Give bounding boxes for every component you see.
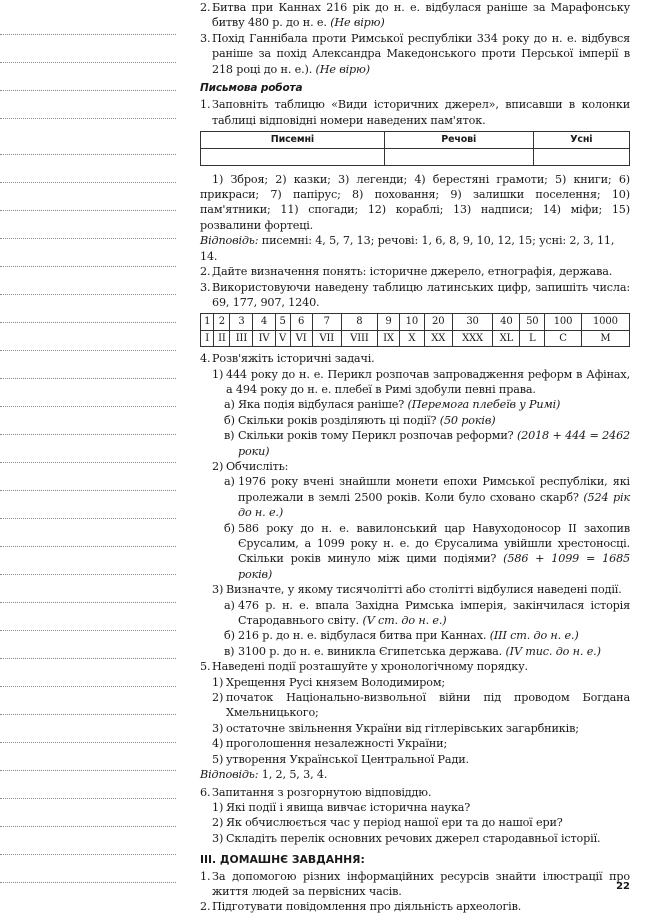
- arabic-cell: 5: [275, 314, 290, 330]
- section-heading-written-work: Письмова робота: [200, 82, 303, 95]
- question-item: [200, 815, 630, 830]
- problem-1: [200, 367, 630, 398]
- task-text: Дайте визначення понять: історичне джерело, етнографія, держава.: [212, 265, 613, 279]
- roman-cell: VI: [290, 330, 312, 346]
- sources-table: [200, 131, 630, 165]
- problem-text: Скільки років розділяють ці події?: [238, 413, 440, 427]
- answer: (50 років): [439, 413, 496, 427]
- homework-item: [200, 899, 630, 914]
- problem-2a: [200, 474, 630, 520]
- statement-text: Битва при Каннах 216 рік до н. е. відбулася раніше за Марафонську битву 480 р. до н. е.: [212, 1, 630, 30]
- note-line: [0, 714, 176, 715]
- item-number: 3.: [200, 280, 211, 294]
- problem-1c: [200, 428, 630, 459]
- arabic-cell: 1: [201, 314, 214, 330]
- section-heading-homework: III. ДОМАШНЄ ЗАВДАННЯ:: [200, 853, 365, 867]
- arabic-cell: 50: [520, 314, 545, 330]
- note-line: [0, 210, 176, 211]
- note-line: [0, 826, 176, 827]
- item-number: а): [224, 398, 235, 412]
- statement-2: [200, 0, 630, 31]
- roman-cell: X: [399, 330, 424, 346]
- page-number: 22: [616, 881, 630, 892]
- answer: (Не вірю): [330, 16, 385, 30]
- event-text: Хрещення Русі князем Володимиром;: [226, 675, 446, 689]
- item-number: 5.: [200, 660, 211, 674]
- margin-note-lines: [0, 0, 176, 900]
- item-number: 2): [212, 816, 224, 830]
- roman-cell: L: [520, 330, 545, 346]
- note-line: [0, 854, 176, 855]
- question-text: Які події і явища вивчає історична наука?: [226, 800, 471, 814]
- roman-cell: V: [275, 330, 290, 346]
- note-line: [0, 62, 176, 63]
- question-text: Складіть перелік основних речових джерел стародавньої історії.: [226, 831, 601, 845]
- problem-text: Обчисліть:: [226, 459, 289, 473]
- arabic-cell: 30: [452, 314, 493, 330]
- problem-text: Визначте, у якому тисячолітті або столітті відбулися наведені події.: [226, 583, 622, 597]
- note-line: [0, 322, 176, 323]
- statement-3: [200, 31, 630, 77]
- arabic-cell: 2: [214, 314, 230, 330]
- homework-text: За допомогою різних інформаційних ресурсів знайти ілюстрації про життя людей за первісних часів.: [212, 869, 630, 898]
- arabic-cell: 8: [341, 314, 377, 330]
- question-item: [200, 831, 630, 846]
- table-header: Усні: [533, 132, 629, 148]
- arabic-cell: 40: [493, 314, 520, 330]
- problem-text: 3100 р. до н. е. виникла Єгипетська держава.: [238, 644, 506, 658]
- arabic-cell: 1000: [581, 314, 629, 330]
- item-number: 2): [212, 691, 224, 705]
- note-line: [0, 686, 176, 687]
- item-number: 4): [212, 737, 224, 751]
- problem-3a: [200, 598, 630, 629]
- arabic-cell: 4: [253, 314, 275, 330]
- answer: (Не вірю): [315, 62, 370, 76]
- item-number: 1.: [200, 869, 211, 883]
- answer-label: Відповідь:: [200, 234, 259, 248]
- arabic-cell: 7: [312, 314, 341, 330]
- roman-cell: XX: [424, 330, 452, 346]
- roman-cell: XXX: [452, 330, 493, 346]
- roman-cell: M: [581, 330, 629, 346]
- roman-cell: XL: [493, 330, 520, 346]
- arabic-cell: 100: [545, 314, 582, 330]
- item-number: а): [224, 475, 235, 489]
- note-line: [0, 882, 176, 883]
- note-line: [0, 434, 176, 435]
- item-number: 3): [212, 721, 224, 735]
- task-5: [200, 659, 630, 674]
- note-line: [0, 546, 176, 547]
- statement-text: Похід Ганнібала проти Римської республіки 334 року до н. е. відбувся раніше за похід Александра Македонського проти Перської імперії в 218 році до н. е.).: [212, 31, 630, 76]
- task-text: Використовуючи наведену таблицю латинських цифр, запишіть числа: 69, 177, 907, 1240.: [212, 280, 630, 309]
- question-item: [200, 800, 630, 815]
- answer: (V ст. до н. е.): [362, 614, 447, 628]
- item-number: 3): [212, 831, 224, 845]
- note-line: [0, 34, 176, 35]
- problem-text: 444 року до н. е. Перикл розпочав запровадження реформ в Афінах, а 494 року до н. е. плебеї в Римі здобули певні права.: [226, 367, 630, 396]
- arabic-cell: 6: [290, 314, 312, 330]
- event-text: утворення Української Центральної Ради.: [226, 752, 469, 766]
- answer-label: Відповідь:: [200, 768, 259, 782]
- answer: (586 + 1099 = 1685 років): [238, 552, 630, 581]
- note-line: [0, 602, 176, 603]
- note-line: [0, 350, 176, 351]
- answer-text: 1, 2, 5, 3, 4.: [258, 768, 328, 782]
- note-line: [0, 406, 176, 407]
- problem-3c: [200, 644, 630, 659]
- worksheet-content: [200, 0, 630, 915]
- problem-text: Яка подія відбулася раніше?: [238, 398, 408, 412]
- item-number: в): [224, 429, 235, 443]
- question-text: Як обчислюється час у період нашої ери та до нашої ери?: [226, 816, 563, 830]
- problem-2: [200, 459, 630, 474]
- answer: (Перемога плебеїв у Римі): [407, 398, 561, 412]
- table-header: Речові: [384, 132, 533, 148]
- roman-cell: II: [214, 330, 230, 346]
- task-text: Заповніть таблицю «Види історичних джерел», вписавши в колонки таблиці відповідні номери наведених пам'яток.: [212, 98, 630, 127]
- answer: (IV тис. до н. е.): [505, 644, 601, 658]
- item-number: 2.: [200, 1, 211, 14]
- note-line: [0, 658, 176, 659]
- note-line: [0, 378, 176, 379]
- answer-line: [200, 233, 630, 264]
- roman-cell: IX: [378, 330, 400, 346]
- item-number: б): [224, 629, 235, 643]
- arabic-cell: 20: [424, 314, 452, 330]
- answer: (524 рік до н. е.): [238, 490, 630, 520]
- roman-cell: IV: [253, 330, 275, 346]
- table-cell: [384, 148, 533, 165]
- event-text: проголошення незалежності України;: [226, 737, 448, 751]
- event-item: [200, 721, 630, 736]
- roman-cell: VIII: [341, 330, 377, 346]
- note-line: [0, 154, 176, 155]
- event-text: початок Національно-визвольної війни під проводом Богдана Хмельницького;: [226, 691, 630, 720]
- note-line: [0, 518, 176, 519]
- table-header: Писемні: [201, 132, 385, 148]
- note-line: [0, 574, 176, 575]
- note-line: [0, 462, 176, 463]
- task-text: Розв'яжіть історичні задачі.: [212, 352, 375, 366]
- answer: (III ст. до н. е.): [489, 629, 579, 643]
- task-1: [200, 97, 630, 128]
- homework-item: [200, 869, 630, 900]
- problem-1b: [200, 413, 630, 428]
- note-line: [0, 294, 176, 295]
- event-item: [200, 752, 630, 767]
- note-line: [0, 798, 176, 799]
- answer-text: писемні: 4, 5, 7, 13; речові: 1, 6, 8, 9, 10, 12, 15; усні: 2, 3, 11, 14.: [200, 234, 615, 263]
- item-number: 3): [212, 583, 224, 597]
- item-number: 2): [212, 459, 224, 473]
- answer-line: [200, 767, 630, 782]
- item-number: а): [224, 598, 235, 612]
- item-number: 6.: [200, 785, 211, 799]
- note-line: [0, 90, 176, 91]
- task-text: Наведені події розташуйте у хронологічному порядку.: [212, 660, 528, 674]
- answer: (2018 + 444 = 2462 роки): [238, 429, 631, 458]
- arabic-cell: 10: [399, 314, 424, 330]
- task-4: [200, 351, 630, 366]
- problem-text: Скільки років тому Перикл розпочав реформи?: [238, 429, 517, 443]
- item-number: 1): [212, 675, 224, 689]
- note-line: [0, 630, 176, 631]
- problem-text: 216 р. до н. е. відбулася битва при Каннах.: [238, 629, 490, 643]
- event-item: [200, 675, 630, 690]
- item-number: 1.: [200, 98, 211, 112]
- event-item: [200, 736, 630, 751]
- item-number: 2.: [200, 265, 211, 279]
- homework-text: Підготувати повідомлення про діяльність археологів.: [212, 900, 522, 914]
- table-cell: [533, 148, 629, 165]
- item-number: 1): [212, 800, 224, 814]
- item-number: 4.: [200, 352, 211, 366]
- roman-cell: I: [201, 330, 214, 346]
- event-item: [200, 690, 630, 721]
- problem-2b: [200, 521, 630, 583]
- arabic-cell: 3: [230, 314, 253, 330]
- roman-cell: III: [230, 330, 253, 346]
- table-cell: [201, 148, 385, 165]
- note-line: [0, 490, 176, 491]
- problem-3b: [200, 628, 630, 643]
- note-line: [0, 266, 176, 267]
- monuments-list: 1) Зброя; 2) казки; 3) легенди; 4) берестяні грамоти; 5) книги; 6) прикраси; 7) папірус; 8) поховання; 9) залишки поселення; 10) пам'ятники; 11) спогади; 12) кораблі; 13) надписи; 14) міфи; 15) розвалини фортеці.: [200, 172, 630, 232]
- item-number: 5): [212, 752, 224, 766]
- note-line: [0, 238, 176, 239]
- task-3: [200, 280, 630, 311]
- item-number: в): [224, 644, 235, 658]
- note-line: [0, 742, 176, 743]
- problem-text: 476 р. н. е. впала Західна Римська імперія, закінчилася історія Стародавнього світу.: [238, 598, 630, 628]
- arabic-cell: 9: [378, 314, 400, 330]
- task-text: Запитання з розгорнутою відповіддю.: [212, 785, 432, 799]
- problem-text: 586 року до н. е. вавилонський цар Навуходоносор II захопив Єрусалим, а 1099 року н. е. до Єрусалима увійшли хрестоносці. Скільки років минуло між цими подіями?: [238, 521, 630, 566]
- roman-numerals-table: [200, 313, 630, 347]
- roman-cell: C: [545, 330, 582, 346]
- problem-text: 1976 року вчені знайшли монети епохи Римської республіки, які пролежали в землі 2500 років. Коли було сховано скарб?: [238, 475, 630, 504]
- item-number: 1): [212, 367, 224, 381]
- problem-3: [200, 582, 630, 597]
- task-6: [200, 785, 630, 800]
- item-number: б): [224, 521, 235, 535]
- task-2: [200, 264, 630, 279]
- item-number: б): [224, 413, 235, 427]
- item-number: 2.: [200, 900, 211, 914]
- problem-1a: [200, 397, 630, 412]
- roman-cell: VII: [312, 330, 341, 346]
- note-line: [0, 770, 176, 771]
- item-number: 3.: [200, 31, 211, 45]
- note-line: [0, 182, 176, 183]
- event-text: остаточне звільнення України від гітлерівських загарбників;: [226, 721, 579, 735]
- note-line: [0, 118, 176, 119]
